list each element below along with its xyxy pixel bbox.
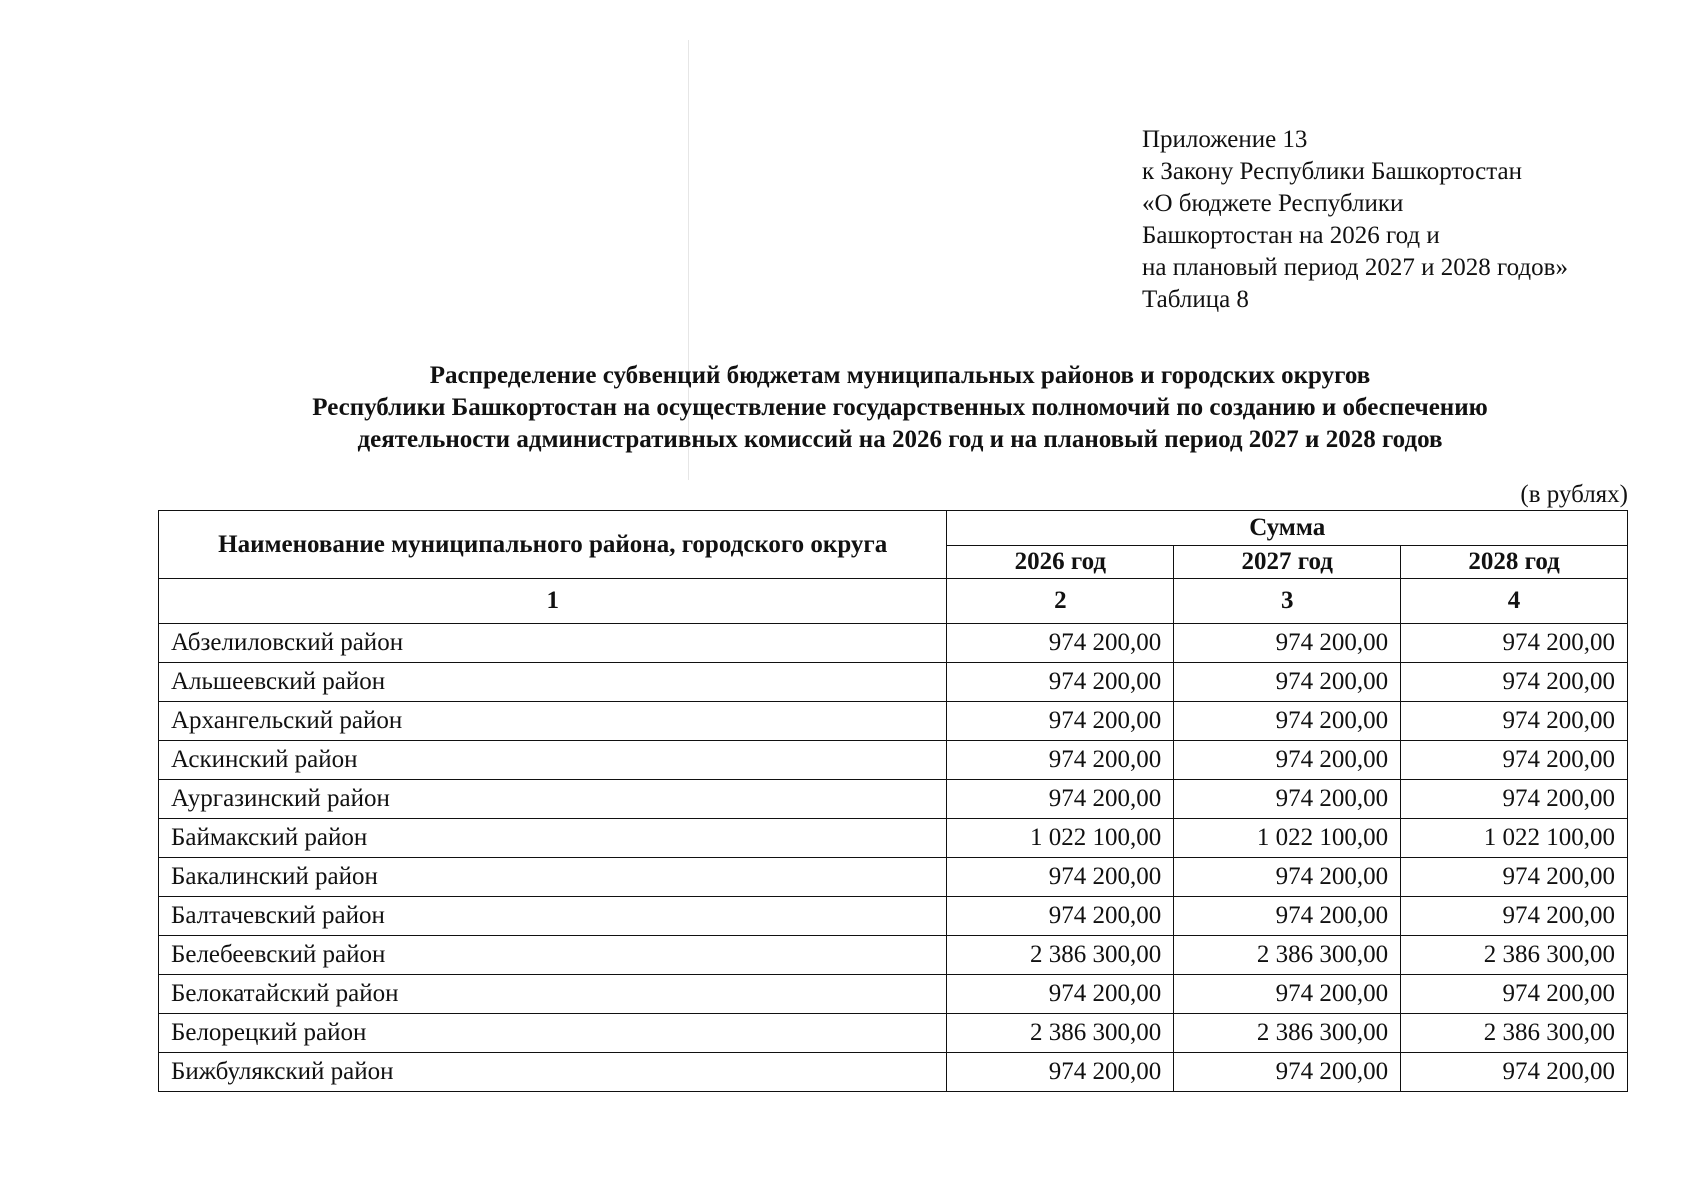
amount-2026: 974 200,00	[947, 858, 1174, 897]
table-row	[159, 936, 1628, 975]
amount-2028: 974 200,00	[1401, 624, 1628, 663]
amount-2027: 974 200,00	[1174, 702, 1401, 741]
header-year-2026: 2026 год	[947, 546, 1174, 579]
table-row	[159, 819, 1628, 858]
title-line: Распределение субвенций бюджетам муниципальных районов и городских округов	[429, 362, 1371, 389]
document-title	[180, 360, 1620, 456]
header-name-column: Наименование муниципального района, городского округа	[159, 511, 947, 579]
table-row	[159, 702, 1628, 741]
amount-2027: 974 200,00	[1174, 975, 1401, 1014]
district-name: Аургазинский район	[159, 780, 947, 819]
header-year-2028: 2028 год	[1401, 546, 1628, 579]
amount-2027: 2 386 300,00	[1174, 936, 1401, 975]
amount-2027: 974 200,00	[1174, 780, 1401, 819]
column-number: 4	[1401, 579, 1628, 624]
district-name: Баймакский район	[159, 819, 947, 858]
district-name: Белокатайский район	[159, 975, 947, 1014]
table-row	[159, 1014, 1628, 1053]
amount-2028: 974 200,00	[1401, 702, 1628, 741]
amount-2026: 2 386 300,00	[947, 936, 1174, 975]
table-row	[159, 780, 1628, 819]
annex-line: Таблица 8	[1142, 286, 1249, 313]
header-sum-group: Сумма	[947, 511, 1628, 546]
unit-note: (в рублях)	[1520, 481, 1628, 508]
amount-2028: 974 200,00	[1401, 663, 1628, 702]
amount-2027: 974 200,00	[1174, 741, 1401, 780]
amount-2028: 974 200,00	[1401, 858, 1628, 897]
amount-2028: 974 200,00	[1401, 975, 1628, 1014]
amount-2026: 974 200,00	[947, 702, 1174, 741]
district-name: Белорецкий район	[159, 1014, 947, 1053]
amount-2026: 974 200,00	[947, 624, 1174, 663]
district-name: Архангельский район	[159, 702, 947, 741]
table-row	[159, 663, 1628, 702]
subventions-table	[158, 510, 1628, 1092]
district-name: Альшеевский район	[159, 663, 947, 702]
title-line: деятельности административных комиссий на 2026 год и на плановый период 2027 и 2028 годов	[357, 426, 1443, 453]
district-name: Бакалинский район	[159, 858, 947, 897]
table-row	[159, 897, 1628, 936]
amount-2026: 974 200,00	[947, 1053, 1174, 1092]
amount-2027: 974 200,00	[1174, 663, 1401, 702]
amount-2028: 974 200,00	[1401, 741, 1628, 780]
amount-2028: 1 022 100,00	[1401, 819, 1628, 858]
table-row	[159, 1053, 1628, 1092]
column-number: 1	[159, 579, 947, 624]
district-name: Бижбулякский район	[159, 1053, 947, 1092]
amount-2027: 974 200,00	[1174, 858, 1401, 897]
amount-2026: 974 200,00	[947, 897, 1174, 936]
column-number: 3	[1174, 579, 1401, 624]
amount-2028: 974 200,00	[1401, 897, 1628, 936]
title-line: Республики Башкортостан на осуществление государственных полномочий по созданию и обеспечению	[312, 394, 1488, 421]
district-name: Аскинский район	[159, 741, 947, 780]
amount-2026: 1 022 100,00	[947, 819, 1174, 858]
table-row	[159, 741, 1628, 780]
annex-line: «О бюджете Республики	[1142, 190, 1404, 217]
annex-line: Башкортостан на 2026 год и	[1142, 222, 1440, 249]
amount-2027: 974 200,00	[1174, 1053, 1401, 1092]
header-year-2027: 2027 год	[1174, 546, 1401, 579]
column-number: 2	[947, 579, 1174, 624]
amount-2026: 974 200,00	[947, 780, 1174, 819]
amount-2028: 2 386 300,00	[1401, 936, 1628, 975]
amount-2027: 974 200,00	[1174, 624, 1401, 663]
table-row	[159, 624, 1628, 663]
amount-2028: 974 200,00	[1401, 1053, 1628, 1092]
district-name: Балтачевский район	[159, 897, 947, 936]
amount-2026: 2 386 300,00	[947, 1014, 1174, 1053]
annex-line: Приложение 13	[1142, 126, 1308, 153]
amount-2026: 974 200,00	[947, 663, 1174, 702]
amount-2027: 2 386 300,00	[1174, 1014, 1401, 1053]
amount-2028: 974 200,00	[1401, 780, 1628, 819]
amount-2027: 974 200,00	[1174, 897, 1401, 936]
district-name: Белебеевский район	[159, 936, 947, 975]
table-row	[159, 858, 1628, 897]
table-row	[159, 975, 1628, 1014]
annex-line: на плановый период 2027 и 2028 годов»	[1142, 254, 1568, 281]
annex-reference	[1142, 124, 1568, 316]
annex-line: к Закону Республики Башкортостан	[1142, 158, 1522, 185]
amount-2026: 974 200,00	[947, 975, 1174, 1014]
amount-2028: 2 386 300,00	[1401, 1014, 1628, 1053]
amount-2026: 974 200,00	[947, 741, 1174, 780]
district-name: Абзелиловский район	[159, 624, 947, 663]
amount-2027: 1 022 100,00	[1174, 819, 1401, 858]
